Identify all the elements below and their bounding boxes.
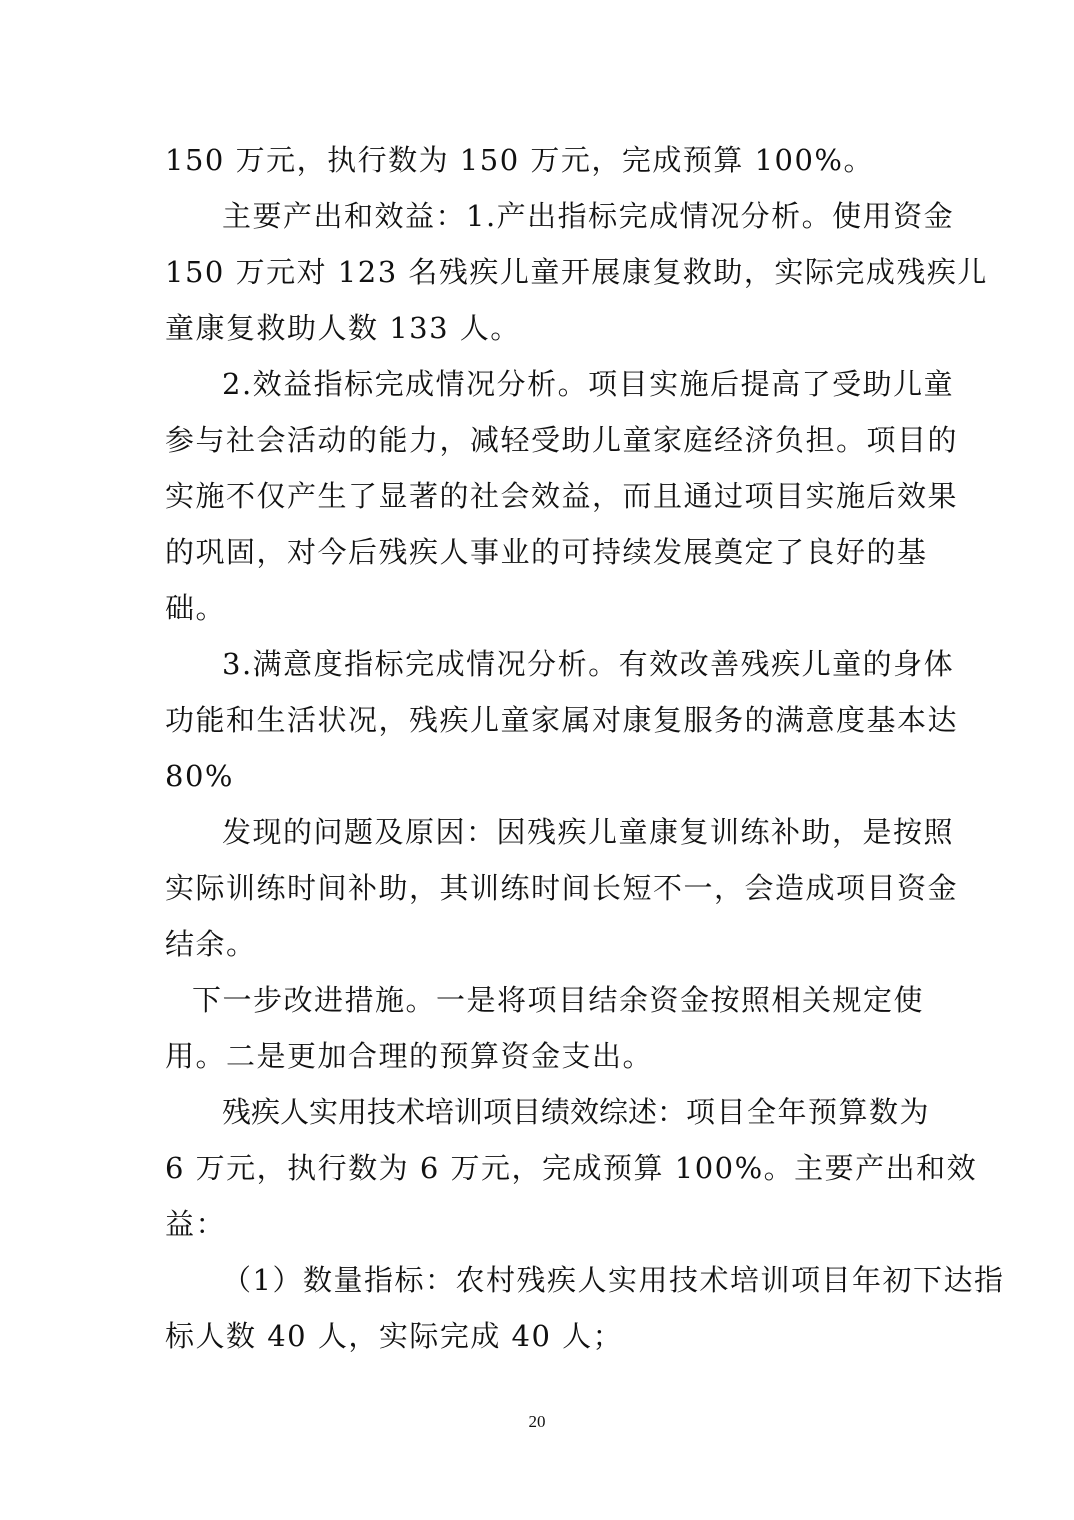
text-line-15: 结余。 <box>165 927 257 961</box>
text-line-14: 实际训练时间补助，其训练时间长短不一，会造成项目资金 <box>165 871 959 905</box>
text-line-3: 150 万元对 123 名残疾儿童开展康复救助，实际完成残疾儿 <box>165 255 988 289</box>
text-line-5: 2.效益指标完成情况分析。项目实施后提高了受助儿童 <box>222 367 955 401</box>
text-line-7: 实施不仅产生了显著的社会效益，而且通过项目实施后效果 <box>165 479 959 513</box>
text-line-12: 80% <box>165 759 234 793</box>
text-line-9: 础。 <box>165 591 227 625</box>
text-line-13: 发现的问题及原因：因残疾儿童康复训练补助，是按照 <box>222 815 955 849</box>
text-line-1: 150 万元，执行数为 150 万元，完成预算 100%。 <box>165 143 874 177</box>
section-heading-line <box>222 1094 931 1130</box>
text-line-16: 下一步改进措施。一是将项目结余资金按照相关规定使 <box>192 983 925 1017</box>
text-line-19: 6 万元，执行数为 6 万元，完成预算 100%。主要产出和效 <box>165 1151 978 1185</box>
text-line-8: 的巩固，对今后残疾人事业的可持续发展奠定了良好的基 <box>165 535 928 569</box>
text-line-22: 标人数 40 人，实际完成 40 人； <box>165 1319 624 1353</box>
page-number: 20 <box>528 1412 546 1431</box>
text-line-18: 项目全年预算数为 <box>686 1095 931 1129</box>
text-line-20: 益： <box>165 1207 227 1241</box>
text-line-11: 功能和生活状况，残疾儿童家属对康复服务的满意度基本达 <box>165 703 959 737</box>
section-heading: 残疾人实用技术培训项目绩效综述： <box>222 1095 687 1129</box>
text-line-21: （1）数量指标：农村残疾人实用技术培训项目年初下达指 <box>222 1263 1005 1297</box>
text-line-10: 3.满意度指标完成情况分析。有效改善残疾儿童的身体 <box>222 647 955 681</box>
text-line-2: 主要产出和效益：1.产出指标完成情况分析。使用资金 <box>222 199 955 233</box>
text-line-6: 参与社会活动的能力，减轻受助儿童家庭经济负担。项目的 <box>165 423 959 457</box>
text-line-4: 童康复救助人数 133 人。 <box>165 311 521 345</box>
text-line-17: 用。二是更加合理的预算资金支出。 <box>165 1039 654 1073</box>
